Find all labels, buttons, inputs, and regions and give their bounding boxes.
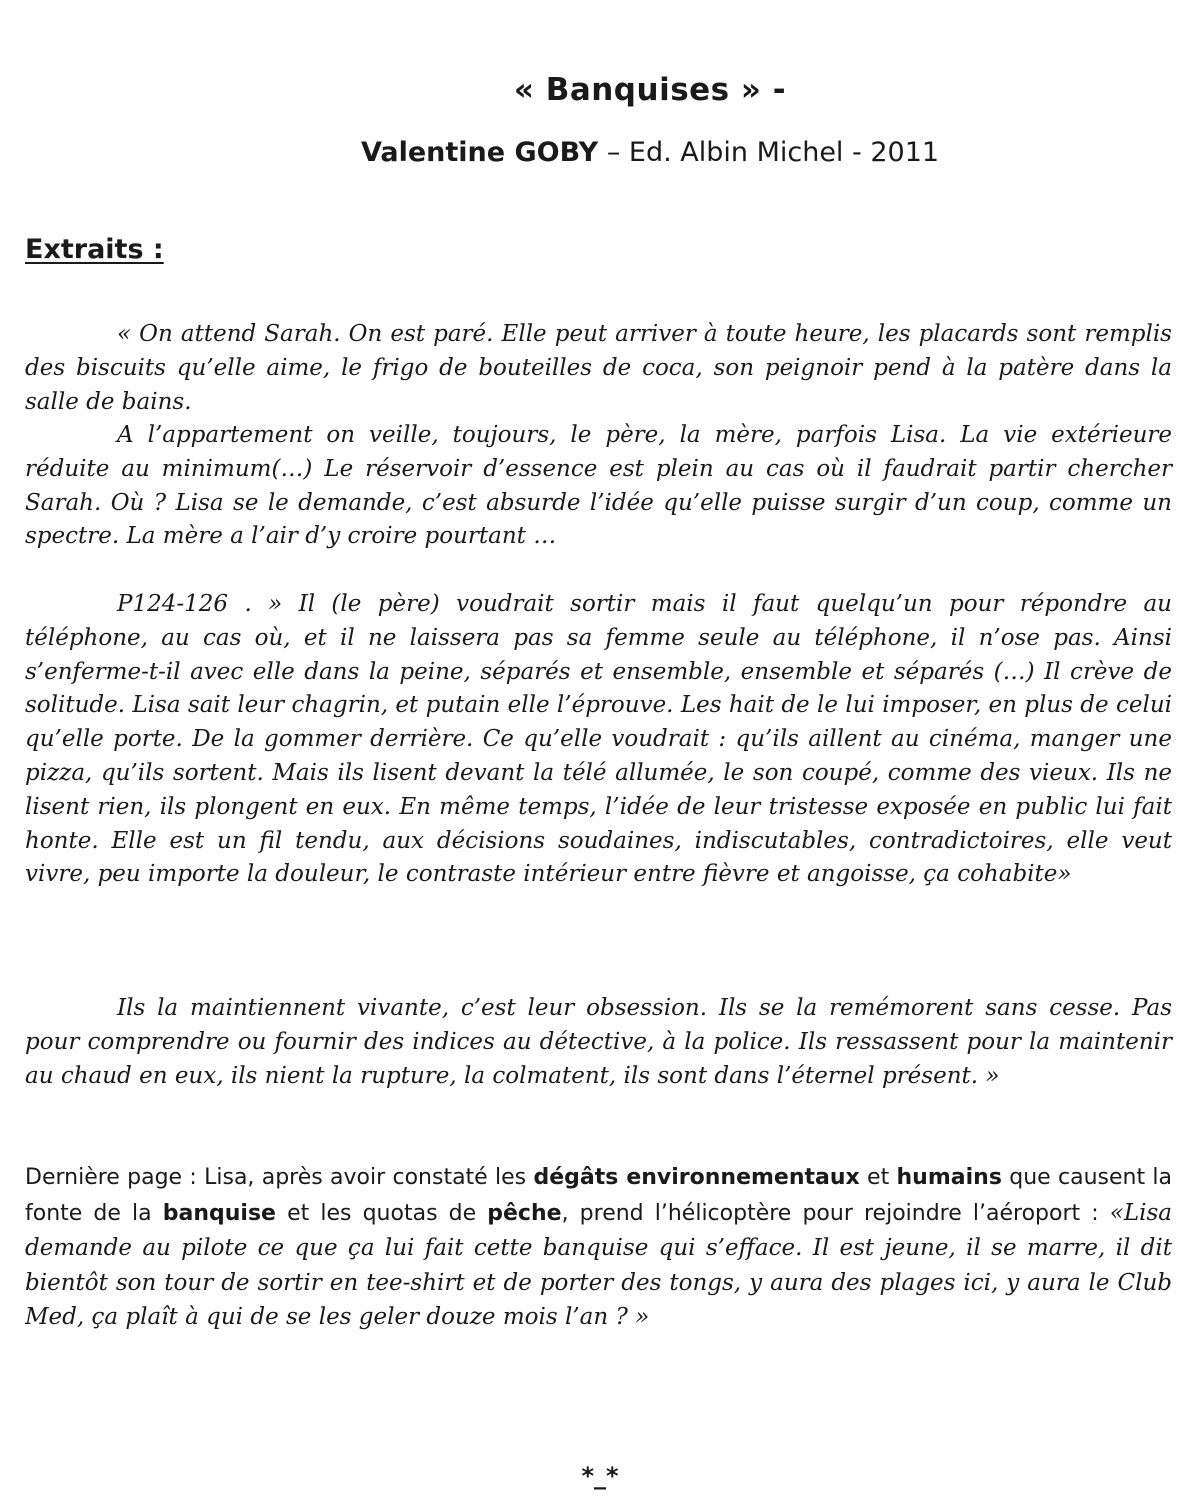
document-title: « Banquises » - <box>513 72 787 108</box>
publisher-info: – Ed. Albin Michel - 2011 <box>598 137 940 168</box>
excerpt-paragraph-3: P124-126 . » Il (le père) voudrait sortir mais il faut quelqu’un pour répondre au téléphone, au cas où, et il ne laissera pas sa femme seule au téléphone, il n’ose pas. Ainsi s’enferme-t-il avec elle dans la peine, séparés et ensemble, ensemble et séparés (…) Il crève de solitude. Lisa sait leur chagrin, et putain elle l’éprouve. Les hait de le lui imposer, en plus de celui qu’elle porte. De la gommer derrière. Ce qu’elle voudrait : qu’ils aillent au cinéma, manger une pizza, qu’ils sortent. Mais ils lisent devant la télé allumée, le son coupé, comme des vieux. Ils ne lisent rien, ils plongent en eux. En même temps, l’idée de leur tristesse exposée en public lui fait honte. Elle est un fil tendu, aux décisions soudaines, indiscutables, contradictoires, elle veut vivre, peu importe la douleur, le contraste intérieur entre fièvre et angoisse, ça cohabite» <box>25 591 1172 888</box>
last-page-text: et les quotas de <box>275 1200 488 1226</box>
document-subtitle <box>0 137 1200 168</box>
last-page-text: et <box>859 1165 897 1190</box>
last-page-text: , prend l’hélicoptère pour rejoindre l’aéroport : <box>561 1200 1110 1226</box>
author-name: Valentine GOBY <box>360 137 599 168</box>
excerpt-paragraph-1: « On attend Sarah. On est paré. Elle peut arriver à toute heure, les placards sont remplis des biscuits qu’elle aime, le frigo de bouteilles de coca, son peignoir pend à la patère dans la salle de bains. <box>25 321 1172 415</box>
last-page-text: Dernière page : Lisa, après avoir constaté les <box>25 1165 534 1190</box>
end-separator: *_* <box>581 1462 619 1490</box>
emphasis-text: dégâts environnementaux <box>533 1165 860 1190</box>
section-heading: Extraits : <box>25 234 164 265</box>
emphasis-text: pêche <box>487 1200 562 1226</box>
excerpt-paragraph-4: Ils la maintiennent vivante, c’est leur obsession. Ils se la remémorent sans cesse. Pas pour comprendre ou fournir des indices au détective, à la police. Ils ressassent pour la maintenir au chaud en eux, ils nient la rupture, la colmatent, ils sont dans l’éternel présent. » <box>25 995 1172 1089</box>
last-page-quote: «Lisa demande au pilote ce que ça lui fait cette banquise qui s’efface. Il est jeune, il se marre, il dit bientôt son tour de sortir en tee-shirt et de porter des tongs, y aura des plages ici, y aura le Club Med, ça plaît à qui de se les geler douze mois l’an ? » <box>25 1199 1172 1330</box>
last-page-text: que causent la fonte de la <box>25 1165 1172 1226</box>
emphasis-text: humains <box>896 1165 1002 1190</box>
last-page-paragraph <box>25 1160 1172 1335</box>
excerpt-paragraph-2: A l’appartement on veille, toujours, le père, la mère, parfois Lisa. La vie extérieure réduite au minimum(…) Le réservoir d’essence est plein au cas où il faudrait partir chercher Sarah. Où ? Lisa se le demande, c’est absurde l’idée qu’elle puisse surgir d’un coup, comme un spectre. La mère a l’air d’y croire pourtant … <box>25 422 1172 550</box>
emphasis-text: banquise <box>162 1200 276 1226</box>
